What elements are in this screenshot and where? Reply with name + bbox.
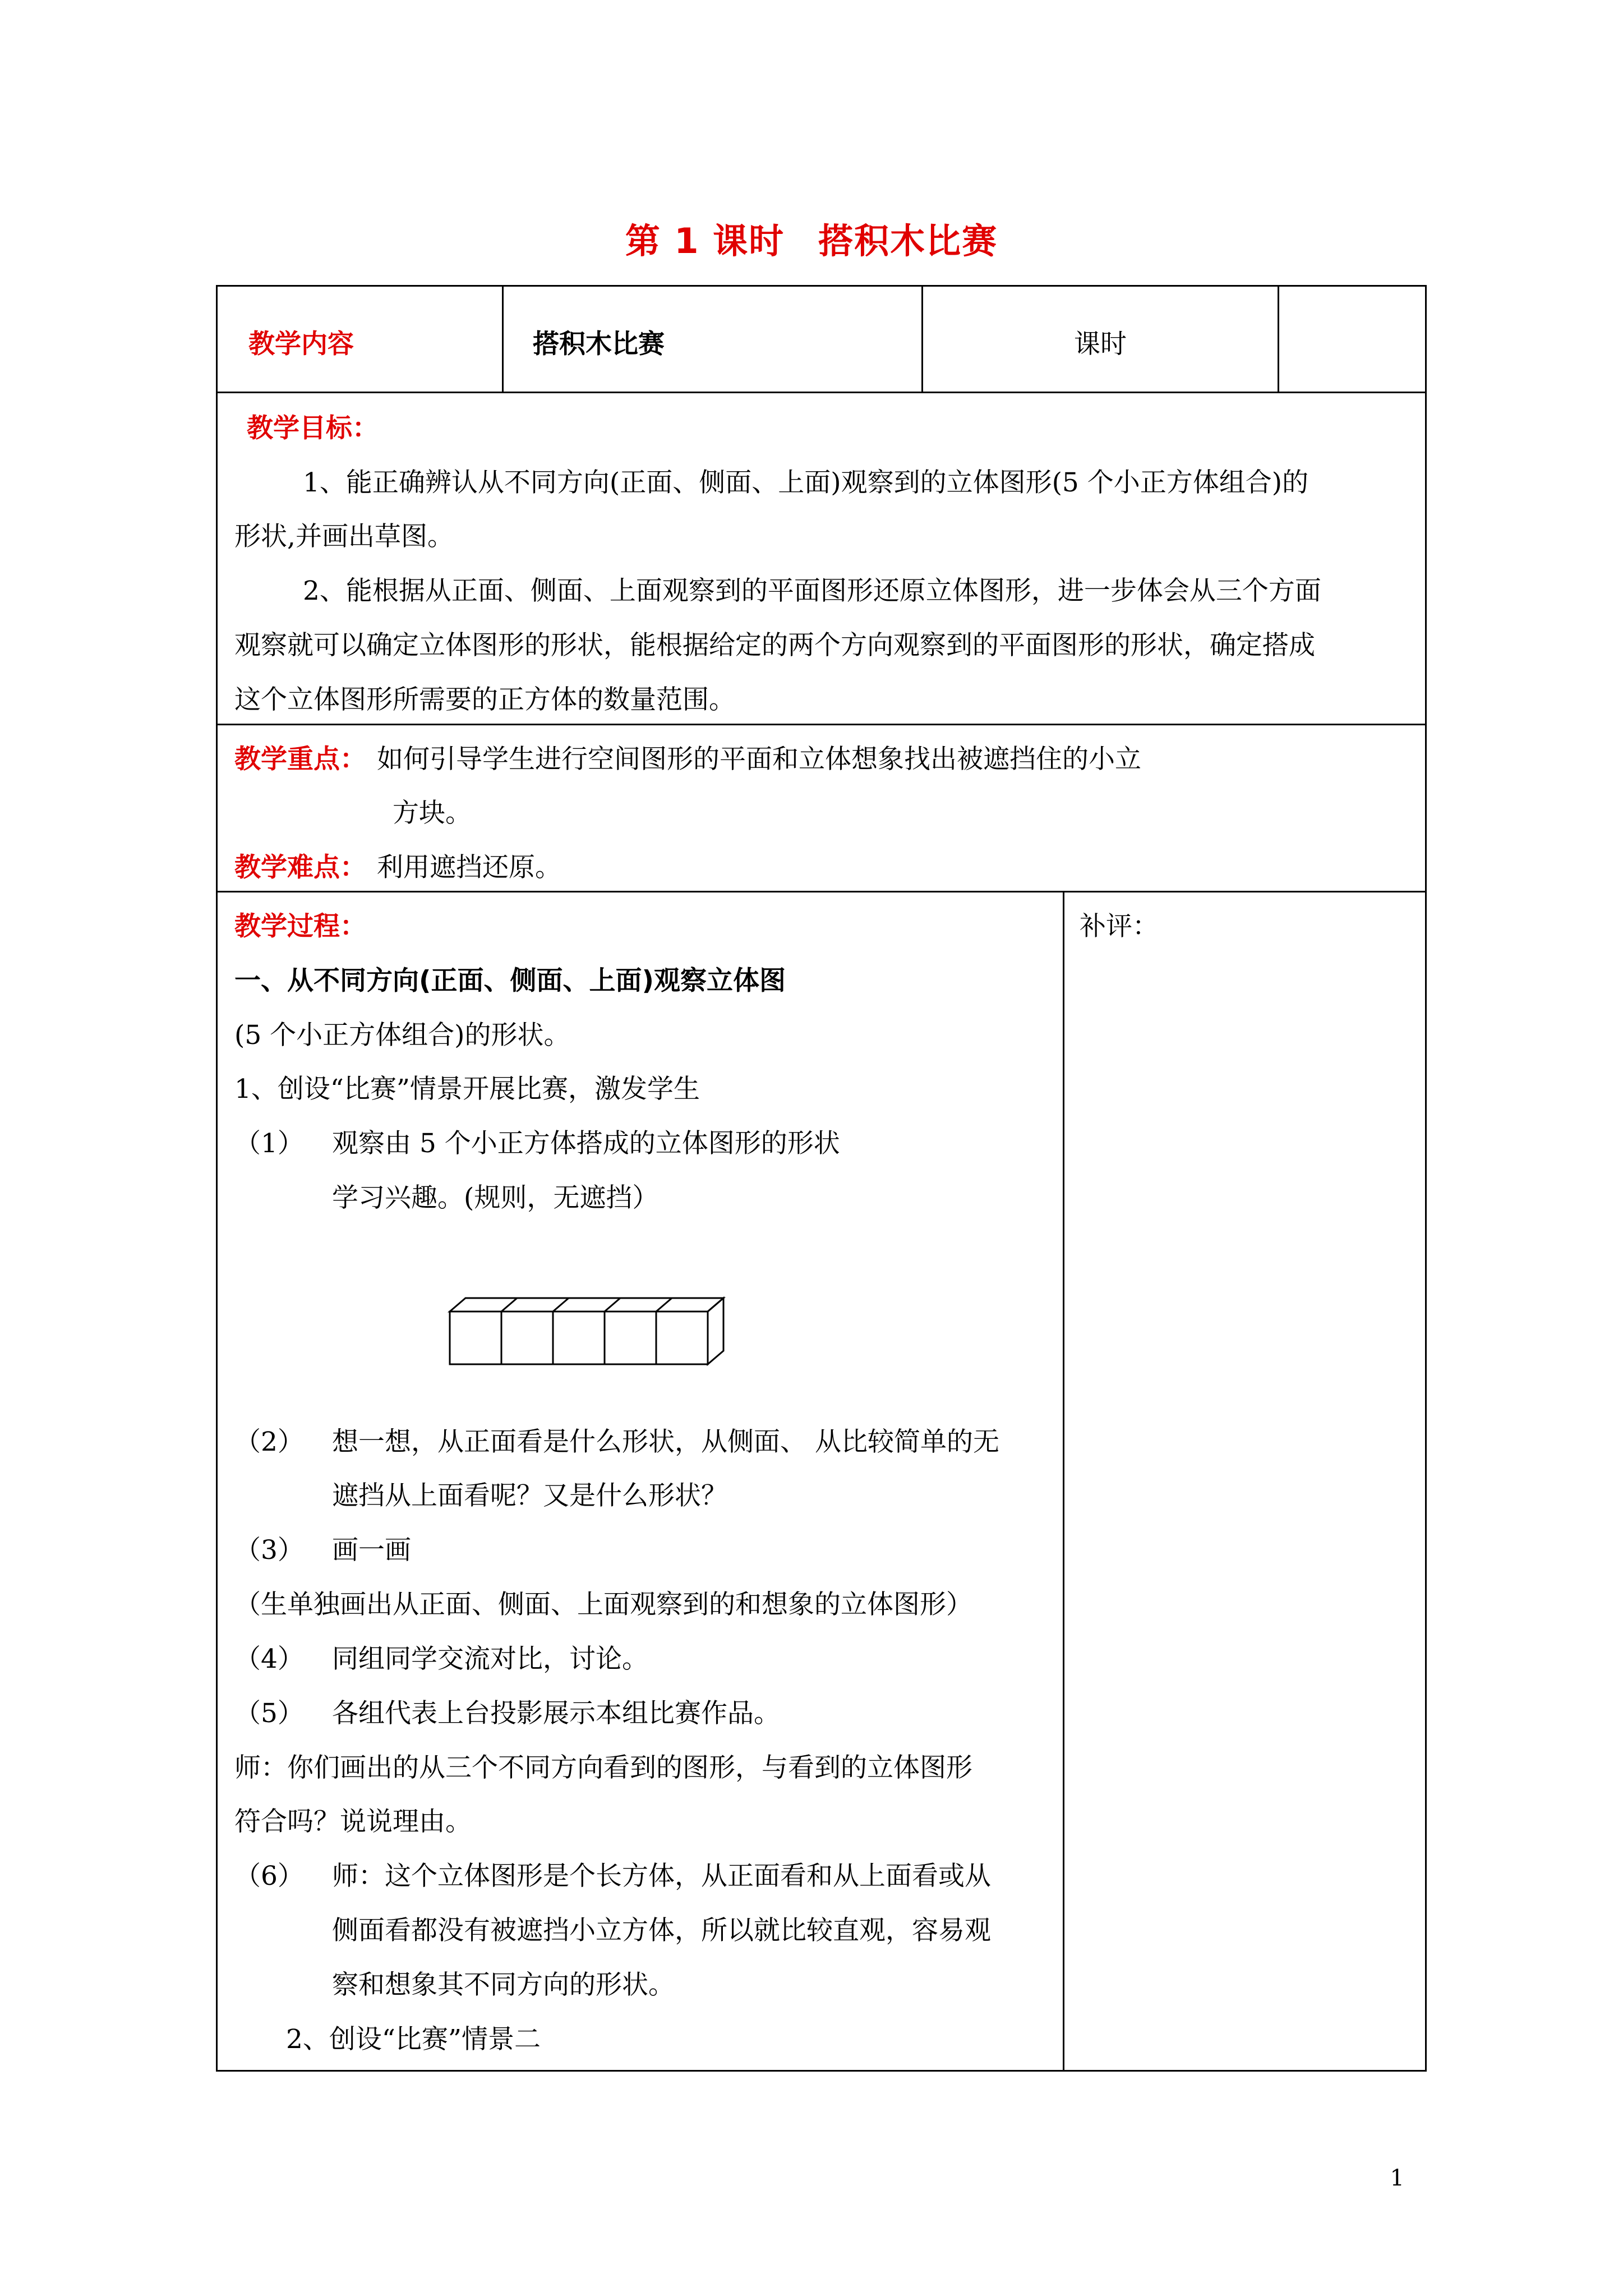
process-col-divider — [1063, 891, 1064, 2072]
step2-text: 想一想，从正面看是什么形状，从侧面、 从比较简单的无 — [332, 1427, 999, 1457]
cube-front-face — [605, 1312, 656, 1364]
step3-text: 画一画 — [332, 1535, 411, 1566]
table-border-right — [1425, 285, 1427, 2072]
difficulty-text: 利用遮挡还原。 — [377, 852, 561, 883]
cube-top-edge — [656, 1298, 672, 1312]
item2: 2、创设“比赛”情景二 — [286, 2024, 541, 2055]
teaching-content-label: 教学内容 — [248, 329, 354, 360]
cube-front-face — [553, 1312, 605, 1364]
item1: 1、创设“比赛”情景开展比赛，激发学生 — [234, 1074, 700, 1105]
objectives-heading: 教学目标： — [247, 413, 379, 444]
teaching-content-value: 搭积木比赛 — [533, 329, 665, 360]
header-col-divider-1 — [502, 285, 504, 393]
table-border-left — [216, 285, 218, 2072]
row-divider-2 — [216, 724, 1427, 725]
step3-note: （生单独画出从正面、侧面、上面观察到的和想象的立体图形） — [234, 1589, 972, 1620]
objective-line: 2、能根据从正面、侧面、上面观察到的平面图形还原立体图形，进一步体会从三个方面 — [303, 576, 1321, 606]
step3-number: （3） — [234, 1535, 304, 1566]
teacher-remark: 师：你们画出的从三个不同方向看到的图形，与看到的立体图形 — [234, 1752, 972, 1783]
objective-line: 1、能正确辨认从不同方向(正面、侧面、上面)观察到的立体图形(5 个小正方体组合)的 — [303, 467, 1309, 498]
cube-top-edge — [553, 1298, 569, 1312]
step5-text: 各组代表上台投影展示本组比赛作品。 — [332, 1698, 780, 1729]
key-point-text: 如何引导学生进行空间图形的平面和立体想象找出被遮挡住的小立 — [377, 744, 1141, 775]
cube-row-top-face — [450, 1298, 723, 1312]
step6-text-cont: 察和想象其不同方向的形状。 — [332, 1970, 675, 2000]
table-border-bottom — [216, 2070, 1427, 2072]
step4-text: 同组同学交流对比，讨论。 — [332, 1644, 648, 1674]
cube-front-face — [501, 1312, 553, 1364]
step1-text: 观察由 5 个小正方体搭成的立体图形的形状 — [332, 1128, 840, 1159]
table-border-top — [216, 285, 1427, 287]
difficulty-label: 教学难点： — [234, 852, 366, 883]
key-point-label: 教学重点： — [234, 744, 366, 775]
header-col-divider-3 — [1278, 285, 1279, 393]
cube-top-edge — [501, 1298, 517, 1312]
step4-number: （4） — [234, 1644, 304, 1674]
process-heading: 教学过程： — [234, 911, 366, 942]
step6-text: 师：这个立体图形是个长方体，从正面看和从上面看或从 — [332, 1861, 991, 1892]
step2-text-cont: 遮挡从上面看呢？又是什么形状？ — [332, 1480, 727, 1511]
section1-subtitle: (5 个小正方体组合)的形状。 — [234, 1020, 570, 1051]
page-title — [0, 213, 1623, 269]
cube-row-side-face — [708, 1298, 723, 1364]
objective-line: 观察就可以确定立体图形的形状，能根据给定的两个方向观察到的平面图形的形状，确定搭成 — [234, 630, 1315, 661]
row-divider-3 — [216, 891, 1427, 892]
cube-top-edge — [605, 1298, 620, 1312]
step1-text-cont: 学习兴趣。(规则，无遮挡） — [332, 1182, 659, 1213]
step1-number: （1） — [234, 1128, 304, 1159]
step5-number: （5） — [234, 1698, 304, 1729]
step2-number: （2） — [234, 1427, 304, 1457]
cube-front-face — [656, 1312, 708, 1364]
header-col-divider-2 — [921, 285, 923, 393]
objective-line: 这个立体图形所需要的正方体的数量范围。 — [234, 684, 735, 715]
lesson-topic: 搭积木比赛 — [818, 220, 998, 261]
lesson-number: 第 1 课时 — [625, 220, 785, 261]
period-label: 课时 — [1074, 329, 1127, 360]
objective-line: 形状,并画出草图。 — [234, 521, 454, 552]
step6-text-cont: 侧面看都没有被遮挡小立方体，所以就比较直观，容易观 — [332, 1915, 991, 1946]
page-number: 1 — [1390, 2165, 1404, 2191]
five-cubes-figure — [443, 1290, 729, 1369]
cube-front-face — [450, 1312, 501, 1364]
comment-label: 补评： — [1080, 911, 1159, 942]
key-point-text-cont: 方块。 — [393, 798, 472, 829]
teacher-remark-cont: 符合吗？说说理由。 — [234, 1806, 472, 1837]
step6-number: （6） — [234, 1861, 304, 1892]
section1-title: 一、从不同方向(正面、侧面、上面)观察立体图 — [234, 965, 786, 996]
row-divider-1 — [216, 392, 1427, 393]
